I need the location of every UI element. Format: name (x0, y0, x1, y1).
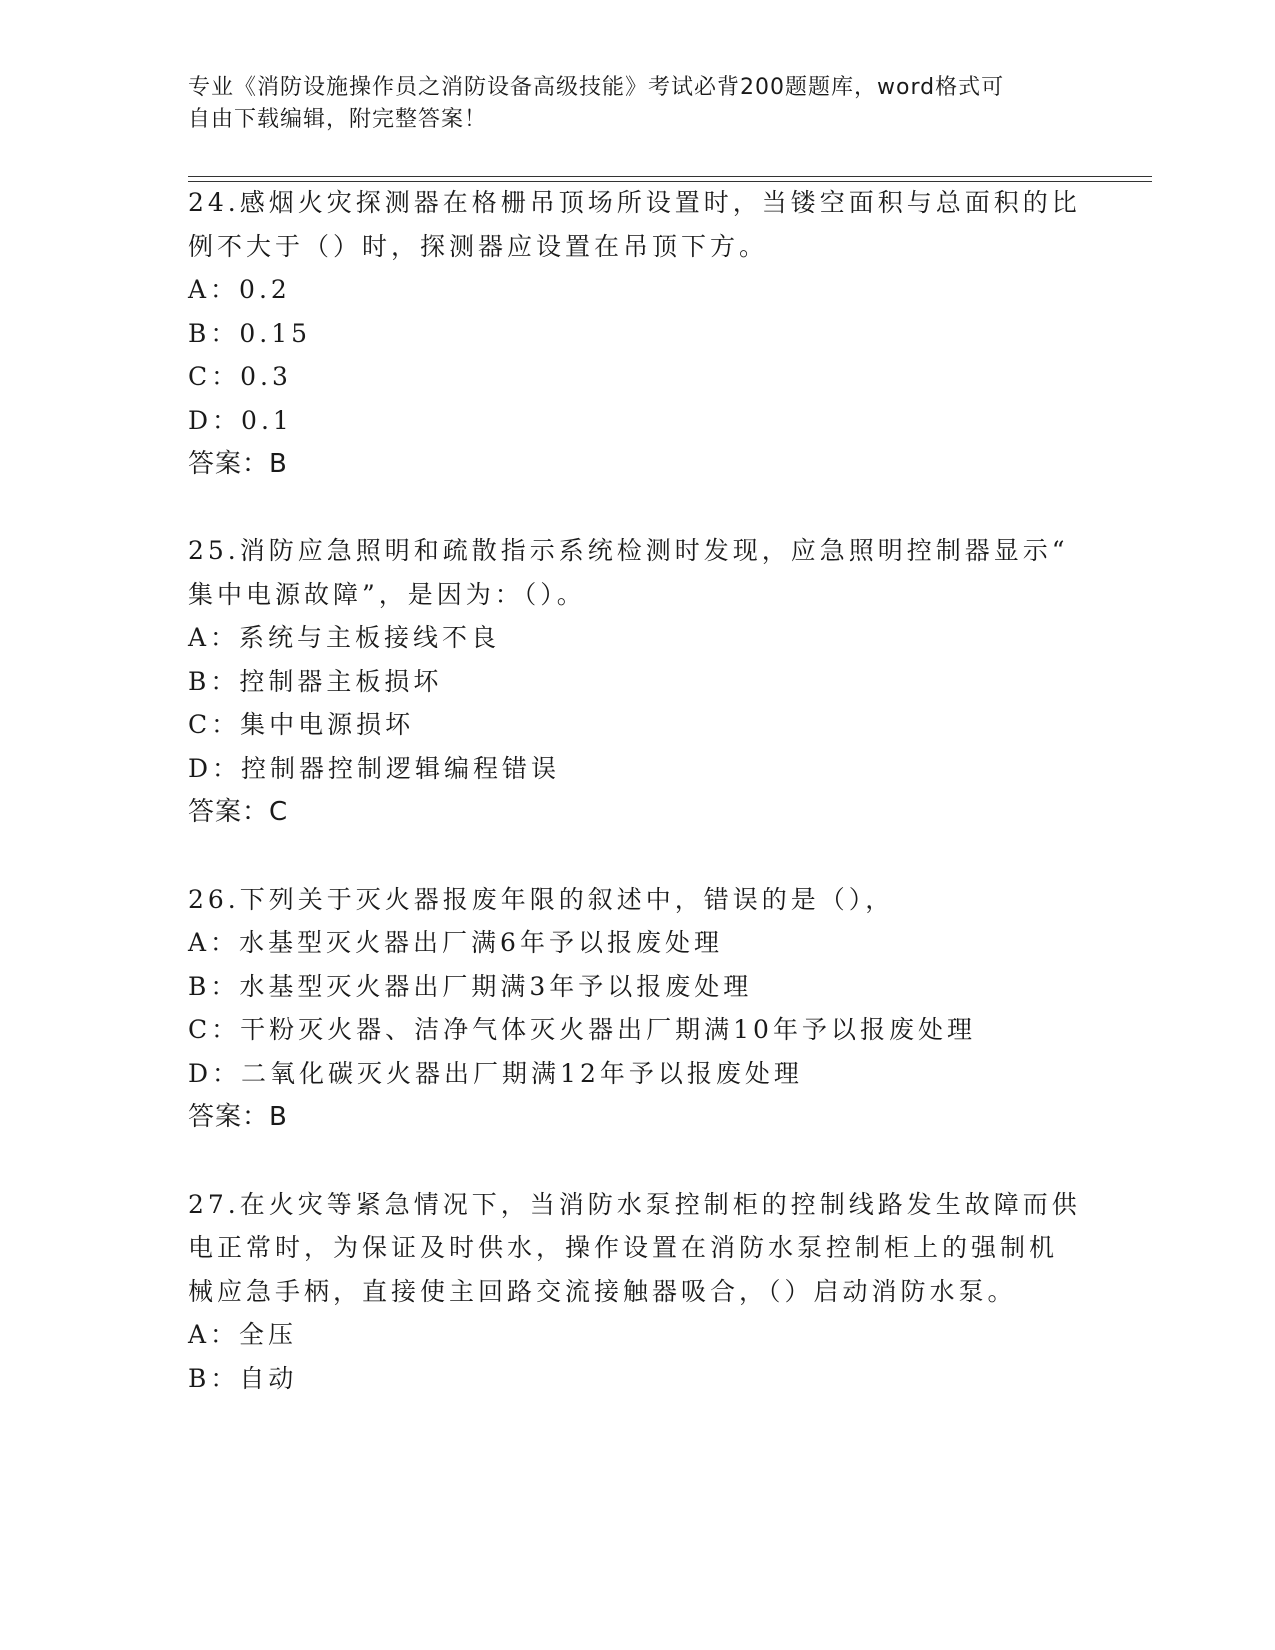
question-stem-line: 械应急手柄，直接使主回路交流接触器吸合，（）启动消防水泵。 (188, 1277, 1017, 1306)
question-stem-line: 例不大于（）时，探测器应设置在吊顶下方。 (188, 232, 769, 261)
question-stem-line: 集中电源故障”，是因为：（）。 (188, 580, 586, 609)
option-a: A：全压 (188, 1320, 298, 1349)
option-c: C：集中电源损坏 (188, 710, 415, 739)
header-rule-top (188, 176, 1152, 177)
question-stem-line: 25.消防应急照明和疏散指示系统检测时发现，应急照明控制器显示“ (188, 536, 1069, 565)
header-line-2: 自由下载编辑，附完整答案！ (188, 107, 488, 132)
question-stem-line: 电正常时，为保证及时供水，操作设置在消防水泵控制柜上的强制机 (188, 1233, 1059, 1262)
question-stem-line: 24.感烟火灾探测器在格栅吊顶场所设置时，当镂空面积与总面积的比 (188, 188, 1081, 217)
question-stem-line: 27.在火灾等紧急情况下，当消防水泵控制柜的控制线路发生故障而供 (188, 1190, 1081, 1219)
answer-line: 答案：B (188, 1102, 288, 1132)
option-b: B：控制器主板损坏 (188, 667, 443, 696)
option-d: D：二氧化碳灭火器出厂期满12年予以报废处理 (188, 1059, 803, 1088)
header-rule-bottom (188, 181, 1152, 182)
option-d: D：0.1 (188, 406, 293, 435)
option-c: C：0.3 (188, 362, 292, 391)
option-a: A：水基型灭火器出厂满6年予以报废处理 (188, 928, 723, 957)
option-a: A：0.2 (188, 275, 291, 304)
option-d: D：控制器控制逻辑编程错误 (188, 754, 561, 783)
option-b: B：自动 (188, 1364, 298, 1393)
header-line-1: 专业《消防设施操作员之消防设备高级技能》考试必背200题题库，word格式可 (188, 75, 1005, 100)
answer-line: 答案：B (188, 449, 288, 479)
option-b: B：水基型灭火器出厂期满3年予以报废处理 (188, 972, 753, 1001)
option-a: A：系统与主板接线不良 (188, 623, 501, 652)
document-header (188, 72, 1088, 136)
option-b: B：0.15 (188, 319, 312, 348)
question-stem-line: 26.下列关于灭火器报废年限的叙述中，错误的是（）， (188, 885, 895, 914)
answer-line: 答案：C (188, 797, 289, 827)
option-c: C：干粉灭火器、洁净气体灭火器出厂期满10年予以报废处理 (188, 1015, 976, 1044)
